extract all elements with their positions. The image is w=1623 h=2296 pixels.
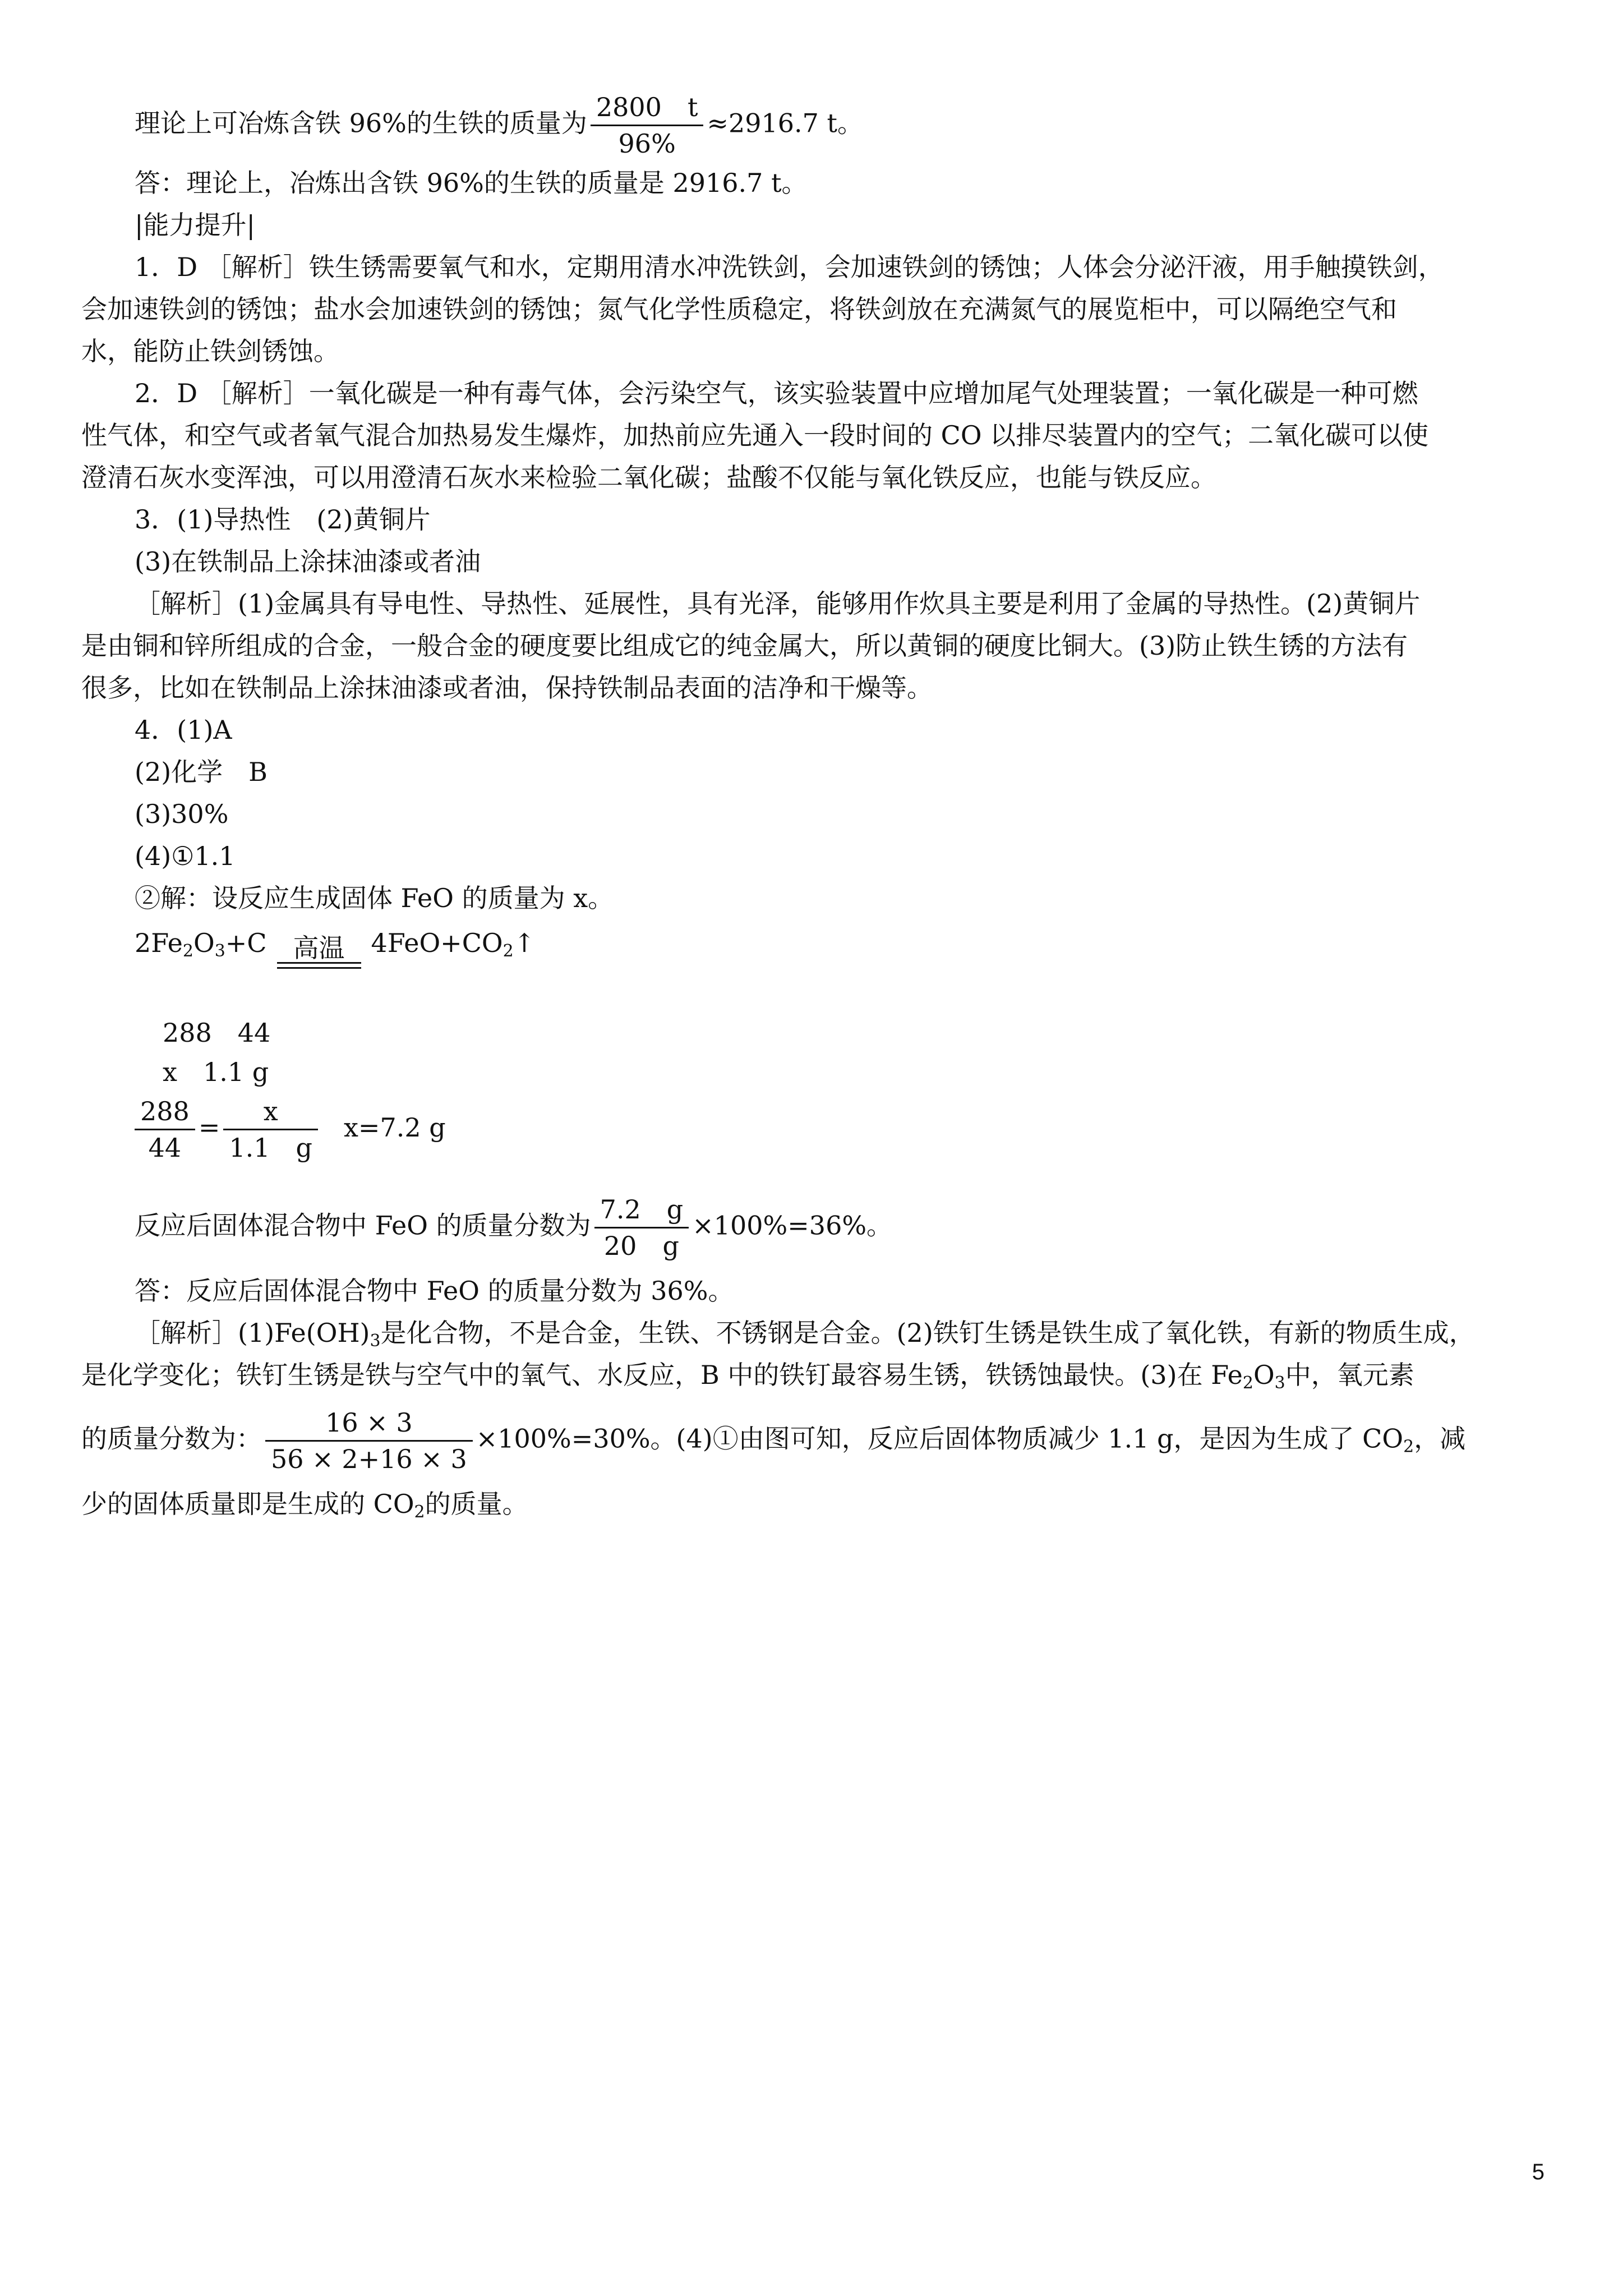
frac-den: 56 × 2+16 × 3 bbox=[271, 1444, 467, 1474]
frac-den: 96% bbox=[618, 128, 676, 159]
frac-num: x bbox=[223, 1094, 318, 1130]
text: x=7.2 g bbox=[343, 1112, 446, 1143]
section-heading: |能力提升| bbox=[135, 210, 255, 240]
reaction-condition bbox=[277, 934, 361, 969]
q4-explain-1 bbox=[135, 1315, 1475, 1359]
q1-line-3: 水，能防止铁剑锈蚀。 bbox=[81, 336, 339, 366]
reaction-equation bbox=[135, 926, 535, 969]
fraction bbox=[223, 1094, 318, 1165]
text: 少的固体质量即是生成的 CO bbox=[81, 1489, 414, 1519]
frac-num: 16 × 3 bbox=[265, 1405, 473, 1442]
text: O bbox=[1253, 1360, 1275, 1390]
q4-explain-3 bbox=[81, 1405, 1465, 1476]
q4-answer-3: (3)30% bbox=[135, 799, 229, 829]
text: 2Fe bbox=[135, 928, 183, 958]
q4-answer-5: ②解：设反应生成固体 FeO 的质量为 x。 bbox=[135, 883, 614, 913]
fraction bbox=[135, 1094, 195, 1165]
q4-answer-final: 答：反应后固体混合物中 FeO 的质量分数为 36%。 bbox=[135, 1276, 734, 1306]
q4-explain-4 bbox=[81, 1487, 528, 1530]
subscript: 2 bbox=[1403, 1437, 1414, 1457]
subscript: 2 bbox=[502, 941, 514, 961]
text: ×100%=30%。(4)①由图可知，反应后固体物质减少 1.1 g，是因为生成了 CO bbox=[476, 1423, 1404, 1454]
subscript: 2 bbox=[414, 1502, 425, 1522]
q1-line-1: 1．D ［解析］铁生锈需要氧气和水，定期用清水冲洗铁剑，会加速铁剑的锈蚀；人体会分泌汗液，用手触摸铁剑， bbox=[135, 252, 1444, 282]
text: O bbox=[193, 928, 215, 958]
frac-num: 2800 t bbox=[591, 90, 704, 126]
text: ，减 bbox=[1414, 1423, 1466, 1454]
subscript: 3 bbox=[214, 941, 225, 961]
frac-num: 7.2 g bbox=[594, 1192, 689, 1228]
q2-line-1: 2．D ［解析］一氧化碳是一种有毒气体，会污染空气，该实验装置中应增加尾气处理装置；一氧化碳是一种可燃 bbox=[135, 378, 1418, 408]
ratio-line bbox=[135, 1094, 446, 1165]
line-iron-mass bbox=[135, 90, 863, 161]
q3-explain-3: 很多，比如在铁制品上涂抹油漆或者油，保持铁制品表面的洁净和干燥等。 bbox=[81, 673, 933, 703]
q4-answer-2: (2)化学 B bbox=[135, 757, 268, 787]
mass-row: 288 44 bbox=[163, 1018, 271, 1048]
text: 是化学变化；铁钉生锈是铁与空气中的氧气、水反应，B 中的铁钉最容易生锈，铁锈蚀最快。(3)在 Fe bbox=[81, 1360, 1243, 1390]
fraction bbox=[265, 1405, 473, 1476]
text: +C bbox=[225, 928, 267, 958]
subscript: 3 bbox=[370, 1331, 381, 1351]
frac-den: 20 g bbox=[603, 1231, 679, 1261]
subscript: 2 bbox=[1242, 1373, 1253, 1393]
text: ×100%=36%。 bbox=[692, 1210, 893, 1241]
fraction bbox=[591, 90, 704, 161]
condition-text: 高温 bbox=[293, 933, 345, 963]
q3-explain-2: 是由铜和锌所组成的合金，一般合金的硬度要比组成它的纯金属大，所以黄铜的硬度比铜大。(3)防止铁生锈的方法有 bbox=[81, 631, 1408, 661]
answer-line: 答：理论上，冶炼出含铁 96%的生铁的质量是 2916.7 t。 bbox=[135, 168, 808, 198]
gas-arrow: ↑ bbox=[513, 928, 536, 958]
text: 是化合物，不是合金，生铁、不锈钢是合金。(2)铁钉生锈是铁生成了氧化铁，有新的物质生成， bbox=[380, 1318, 1475, 1348]
subscript: 3 bbox=[1274, 1373, 1285, 1393]
q4-answer-1: 4．(1)A bbox=[135, 715, 232, 745]
text: 理论上可冶炼含铁 96%的生铁的质量为 bbox=[135, 108, 587, 139]
q3-explain-1: ［解析］(1)金属具有导电性、导热性、延展性，具有光泽，能够用作炊具主要是利用了金属的导热性。(2)黄铜片 bbox=[135, 588, 1421, 619]
text: ［解析］(1)Fe(OH) bbox=[135, 1318, 370, 1348]
q2-line-3: 澄清石灰水变浑浊，可以用澄清石灰水来检验二氧化碳；盐酸不仅能与氧化铁反应，也能与铁反应。 bbox=[81, 462, 1216, 493]
subscript: 2 bbox=[182, 941, 193, 961]
text: = bbox=[198, 1112, 220, 1143]
text: 的质量分数为： bbox=[81, 1423, 262, 1454]
text: 4FeO+CO bbox=[371, 928, 503, 958]
q4-answer-4: (4)①1.1 bbox=[135, 841, 236, 871]
fraction bbox=[594, 1192, 689, 1263]
text: 中，氧元素 bbox=[1285, 1360, 1414, 1390]
text: 的质量。 bbox=[425, 1489, 528, 1519]
q1-line-2: 会加速铁剑的锈蚀；盐水会加速铁剑的锈蚀；氮气化学性质稳定，将铁剑放在充满氮气的展览柜中，可以隔绝空气和 bbox=[81, 294, 1397, 324]
frac-den: 44 bbox=[148, 1133, 182, 1163]
frac-num: 288 bbox=[135, 1094, 195, 1130]
q4-explain-2 bbox=[81, 1358, 1414, 1401]
text: 反应后固体混合物中 FeO 的质量分数为 bbox=[135, 1210, 591, 1241]
q2-line-2: 性气体，和空气或者氧气混合加热易发生爆炸，加热前应先通入一段时间的 CO 以排尽装置内的空气；二氧化碳可以使 bbox=[81, 420, 1429, 450]
text: ≈2916.7 t。 bbox=[707, 108, 864, 139]
q3-answer-1: 3．(1)导热性 (2)黄铜片 bbox=[135, 504, 431, 535]
unknown-row: x 1.1 g bbox=[163, 1057, 269, 1087]
q3-answer-2: (3)在铁制品上涂抹油漆或者油 bbox=[135, 546, 481, 577]
frac-den: 1.1 g bbox=[229, 1133, 312, 1163]
page-number: 5 bbox=[1532, 2160, 1544, 2184]
fraction-line bbox=[135, 1192, 892, 1263]
